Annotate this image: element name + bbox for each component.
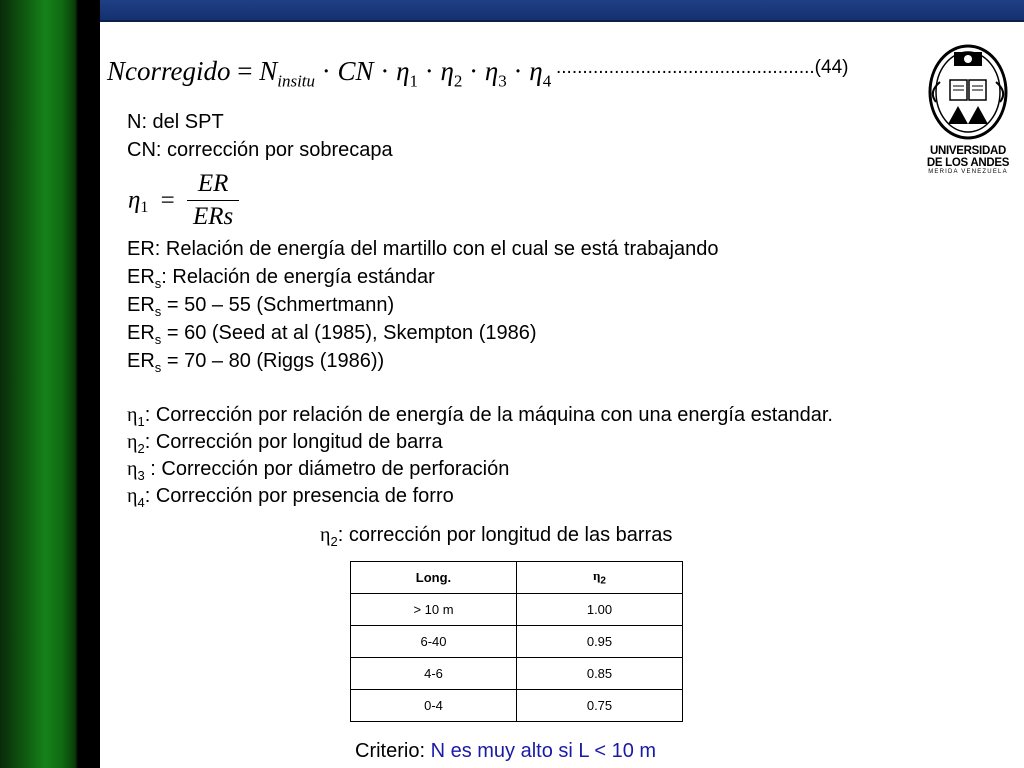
formula-eta3: η (484, 56, 499, 86)
formula-lhs: Ncorregido (107, 56, 231, 86)
formula-eta4: η (529, 56, 543, 86)
er-definition: ER: Relación de energía del martillo con el cual se está trabajando (127, 238, 719, 260)
eta-symbol: η (127, 431, 138, 453)
formula-ref-number: (44) (814, 57, 849, 78)
ers-value-text: = 50 – 55 (Schmertmann) (161, 294, 395, 316)
header-long: Long. (351, 562, 517, 594)
ers-label: ER (127, 266, 155, 288)
table-row (351, 594, 683, 626)
header-eta2 (517, 562, 683, 594)
eta-sub: 1 (137, 414, 145, 429)
cell-eta2: 1.00 (517, 594, 683, 626)
cell-eta2: 0.85 (517, 658, 683, 690)
eta1-text: : Corrección por relación de energía de la máquina con una energía estandar. (144, 404, 833, 426)
ers-label: ER (127, 294, 155, 316)
eta2-table (350, 561, 683, 722)
eta-symbol: η (127, 404, 138, 426)
formula-eta1-sub: 1 (409, 71, 418, 91)
criterio-label: Criterio: (355, 740, 426, 762)
table-title-text: : corrección por longitud de las barras (337, 524, 673, 546)
table-row (351, 690, 683, 722)
criterio-text: N es muy alto si L < 10 m (430, 740, 657, 762)
eta1-symbol: η (128, 186, 141, 214)
eta1-sub: 1 (140, 199, 149, 217)
formula-dots: ................................................. (556, 57, 815, 78)
ers-label: ER (127, 322, 155, 344)
formula-n: N (259, 56, 278, 86)
ers-value-text: = 60 (Seed at al (1985), Skempton (1986) (161, 322, 537, 344)
ers-label: ER (127, 350, 155, 372)
ers-value-3 (127, 347, 384, 382)
criterio (355, 737, 656, 765)
ers-def-text: : Relación de energía estándar (161, 266, 435, 288)
formula-eta3-sub: 3 (498, 71, 507, 91)
eta-sub: 2 (600, 575, 606, 587)
ers-value-text: = 70 – 80 (Riggs (1986)) (161, 350, 385, 372)
eta-sub: 4 (137, 495, 145, 510)
eta-symbol: η (320, 524, 331, 546)
eta1-numerator: ER (187, 170, 239, 201)
table-row (351, 626, 683, 658)
university-logo (918, 42, 1018, 182)
formula-eta1: η (396, 56, 410, 86)
university-seal-icon (918, 42, 1018, 140)
ers-sub: s (154, 304, 162, 319)
cell-long: 0-4 (351, 690, 517, 722)
logo-line2: DE LOS ANDES (926, 157, 1010, 169)
logo-line3: MERIDA VENEZUELA (928, 169, 1008, 175)
eta-symbol: η (127, 458, 138, 480)
eta1-fraction (187, 170, 239, 231)
ers-sub: s (154, 276, 162, 291)
table-header-row (351, 562, 683, 594)
eta4-text: : Corrección por presencia de forro (144, 485, 454, 507)
formula-eta2-sub: 2 (453, 71, 463, 91)
def-n: N: del SPT (127, 111, 224, 133)
ers-sub: s (154, 360, 162, 375)
eta-sub: 2 (137, 441, 145, 456)
formula-cn: CN (337, 56, 374, 86)
eta-symbol: η (127, 485, 138, 507)
eta3-text: : Corrección por diámetro de perforación (144, 458, 510, 480)
cell-long: 6-40 (351, 626, 517, 658)
eta1-formula: $\eta_1$ = $\frac{ER}{\text{ERs}}$ (128, 170, 239, 231)
formula-eta2: η (440, 56, 454, 86)
eta-sub: 2 (330, 534, 338, 549)
logo-line1: UNIVERSIDAD (930, 145, 1006, 157)
eta-symbol: η (593, 568, 601, 584)
formula-n-sub: insitu (277, 71, 316, 91)
formula-reference (556, 54, 848, 82)
cell-eta2: 0.75 (517, 690, 683, 722)
eta4-definition (127, 482, 454, 517)
cell-long: > 10 m (351, 594, 517, 626)
top-decorative-bar (100, 0, 1024, 22)
cell-eta2: 0.95 (517, 626, 683, 658)
main-formula: Ncorregido = $N_{insitu}$ · CN · $\eta_1 \cdot \eta_2 \cdot \eta_3 \cdot \eta_4$ (107, 56, 552, 91)
table-row (351, 658, 683, 690)
left-decorative-bar (0, 0, 100, 768)
eta1-denominator: ERs (193, 203, 234, 230)
def-cn: CN: corrección por sobrecapa (127, 139, 393, 161)
cell-long: 4-6 (351, 658, 517, 690)
ers-sub: s (154, 332, 162, 347)
formula-eta4-sub: 4 (542, 71, 552, 91)
eta2-text: : Corrección por longitud de barra (144, 431, 443, 453)
eta-sub: 3 (137, 468, 145, 483)
table-title (320, 521, 672, 556)
